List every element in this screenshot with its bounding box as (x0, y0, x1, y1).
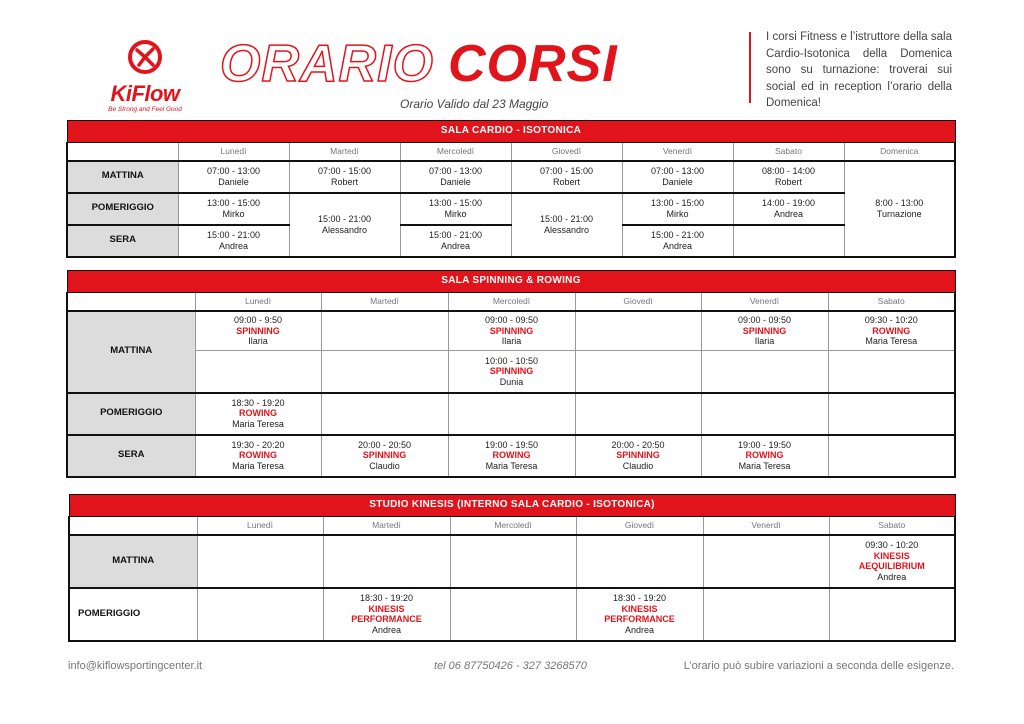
cell-instructor: Daniele (218, 176, 249, 187)
cell-time: 07:00 - 13:00 (428, 166, 483, 176)
schedule-cell (448, 435, 575, 477)
cell-instructor: Maria Teresa (865, 336, 918, 346)
kinesis-schedule-table (68, 494, 956, 642)
cell-time: 20:00 - 20:50 (611, 439, 665, 450)
schedule-cell-empty (197, 588, 323, 641)
cell-time: 15:00 - 21:00 (428, 230, 483, 240)
day-header: Mercoledì (400, 143, 511, 161)
schedule-cell-empty (703, 535, 829, 588)
cell-course: ROWING (239, 450, 277, 461)
schedule-cell (511, 193, 622, 257)
corner-cell (67, 143, 178, 161)
cell-course: KINESIS (873, 550, 910, 561)
schedule-cell-empty (321, 311, 448, 351)
day-header: Venerdì (622, 143, 733, 161)
cell-time: 19:00 - 19:50 (484, 439, 539, 450)
cell-time: 13:00 - 15:00 (650, 198, 705, 208)
cell-instructor: Ilaria (754, 336, 775, 346)
cell-instructor: Andrea (877, 571, 907, 582)
cell-instructor: Andrea (773, 208, 804, 219)
page-title (220, 35, 618, 93)
day-header: Martedì (321, 293, 448, 311)
cell-time: 07:00 - 15:00 (317, 166, 372, 176)
day-header: Venerdì (703, 517, 829, 535)
cell-course: AEQUILIBRIUM (858, 561, 925, 571)
cell-time: 08:00 - 14:00 (761, 166, 816, 176)
cardio-title: SALA CARDIO - ISOTONICA (67, 121, 955, 143)
cell-course: ROWING (492, 450, 531, 461)
day-header: Mercoledì (448, 293, 575, 311)
schedule-cell-empty (576, 535, 703, 588)
cell-course: SPINNING (362, 450, 407, 461)
day-header: Lunedì (195, 293, 321, 311)
cell-course: KINESIS (368, 603, 405, 614)
schedule-cell-empty (448, 393, 575, 435)
cell-time: 09:00 - 9:50 (233, 315, 283, 325)
cell-time: 18:30 - 19:20 (612, 593, 667, 603)
day-header: Domenica (844, 143, 955, 161)
schedule-cell (195, 435, 321, 477)
schedule-cell (622, 225, 733, 257)
cell-course: SPINNING (489, 366, 534, 376)
corner-cell (67, 293, 195, 311)
schedule-cell (195, 311, 321, 351)
schedule-cell (844, 161, 955, 257)
schedule-cell (178, 161, 289, 193)
slot-label: MATTINA (67, 311, 195, 393)
schedule-cell (289, 161, 400, 193)
cell-course: PERFORMANCE (351, 614, 422, 624)
cell-instructor: Daniele (662, 176, 693, 187)
cell-time: 14:00 - 19:00 (761, 198, 816, 208)
kiflow-logo-icon (128, 40, 162, 74)
schedule-cell-empty (323, 535, 450, 588)
cell-instructor: Andrea (440, 240, 471, 251)
cell-course: SPINNING (489, 325, 534, 336)
cell-instructor: Claudio (622, 460, 654, 471)
cell-course: SPINNING (616, 450, 660, 461)
day-header: Martedì (289, 143, 400, 161)
cell-course: ROWING (872, 325, 911, 336)
cell-time: 18:30 - 19:20 (359, 593, 414, 603)
schedule-cell (400, 225, 511, 257)
schedule-cell-empty (828, 351, 955, 393)
slot-label: SERA (67, 435, 195, 477)
schedule-cell (575, 435, 701, 477)
cell-course: SPINNING (742, 325, 787, 336)
cell-instructor: Alessandro (321, 224, 368, 235)
schedule-cell-empty (195, 351, 321, 393)
cell-course: KINESIS (621, 603, 658, 614)
cell-time: 09:00 - 09:50 (737, 315, 792, 325)
slot-label: MATTINA (69, 535, 197, 588)
cell-instructor: Robert (330, 176, 358, 187)
kinesis-title: STUDIO KINESIS (INTERNO SALA CARDIO - ISOTONICA) (69, 495, 955, 517)
schedule-cell (289, 193, 400, 257)
schedule-cell-empty (450, 535, 576, 588)
cell-instructor: Andrea (218, 240, 249, 251)
cell-course: ROWING (745, 450, 784, 461)
cell-time: 8:00 - 13:00 (875, 198, 924, 208)
cell-time: 07:00 - 13:00 (206, 166, 261, 176)
cell-instructor: Maria Teresa (232, 418, 284, 429)
schedule-cell (178, 225, 289, 257)
schedule-cell (576, 588, 703, 641)
cell-time: 15:00 - 21:00 (206, 230, 261, 240)
schedule-cell-empty (829, 588, 955, 641)
day-header: Sabato (829, 517, 955, 535)
page-title-solid: CORSI (448, 35, 618, 93)
day-header: Mercoledì (450, 517, 576, 535)
schedule-cell-empty (733, 225, 844, 257)
cell-instructor: Andrea (624, 624, 655, 635)
day-header: Giovedì (575, 293, 701, 311)
schedule-cell (448, 311, 575, 351)
cell-instructor: Claudio (369, 460, 400, 471)
schedule-cell (178, 193, 289, 225)
cell-instructor: Daniele (440, 176, 471, 187)
cell-instructor: Mirko (666, 208, 689, 219)
cell-time: 13:00 - 15:00 (428, 198, 483, 208)
cell-time: 19:30 - 20:20 (231, 439, 285, 450)
brand-logo (95, 40, 195, 116)
schedule-cell (400, 161, 511, 193)
cell-instructor: Robert (774, 176, 802, 187)
cell-instructor: Maria Teresa (485, 460, 538, 471)
schedule-cell-empty (703, 588, 829, 641)
schedule-cell-empty (575, 311, 701, 351)
schedule-cell (828, 311, 955, 351)
slot-label: MATTINA (67, 161, 178, 193)
cell-instructor: Maria Teresa (738, 460, 791, 471)
schedule-cell (622, 161, 733, 193)
cell-course: ROWING (239, 408, 277, 419)
cell-time: 15:00 - 21:00 (539, 214, 594, 224)
schedule-cell (733, 193, 844, 225)
schedule-cell-empty (701, 351, 828, 393)
validity-text: Orario Valido dal 23 Maggio (400, 97, 549, 111)
cell-time: 15:00 - 21:00 (317, 214, 372, 224)
schedule-cell (400, 193, 511, 225)
spinning-title: SALA SPINNING & ROWING (67, 271, 955, 293)
schedule-cell-empty (701, 393, 828, 435)
brand-name: KiFlow (110, 81, 180, 106)
schedule-cell (511, 161, 622, 193)
day-header: Giovedì (576, 517, 703, 535)
day-header: Martedì (323, 517, 450, 535)
day-header: Giovedì (511, 143, 622, 161)
cell-time: 15:00 - 21:00 (650, 230, 705, 240)
cell-instructor: Ilaria (248, 336, 268, 346)
spinning-schedule-table (66, 270, 956, 478)
cell-instructor: Andrea (371, 624, 402, 635)
schedule-cell-empty (828, 435, 955, 477)
slot-label: POMERIGGIO (69, 588, 197, 641)
cell-time: 10:00 - 10:50 (484, 355, 539, 366)
schedule-cell (622, 193, 733, 225)
schedule-cell (195, 393, 321, 435)
footer-disclaimer: L’orario può subire variazioni a seconda delle esigenze. (683, 660, 954, 672)
cell-time: 09:30 - 10:20 (864, 315, 918, 325)
schedule-cell-empty (575, 351, 701, 393)
schedule-cell (448, 351, 575, 393)
sunday-note: I corsi Fitness e l’istruttore della sala Cardio-Isotonica della Domenica sono su turnazione: troverai sui social ed in reception l’orario della Domenica! (766, 31, 952, 109)
schedule-cell (701, 435, 828, 477)
schedule-cell (701, 311, 828, 351)
cell-instructor: Robert (552, 176, 580, 187)
schedule-cell-empty (321, 393, 448, 435)
schedule-cell-empty (321, 351, 448, 393)
cell-instructor: Turnazione (876, 208, 922, 219)
page-title-outline: ORARIO (220, 35, 434, 93)
day-header: Lunedì (178, 143, 289, 161)
cell-time: 07:00 - 13:00 (650, 166, 705, 176)
cell-instructor: Dunia (499, 376, 524, 387)
day-header: Lunedì (197, 517, 323, 535)
cell-course: SPINNING (236, 325, 280, 336)
day-header: Sabato (733, 143, 844, 161)
cell-time: 13:00 - 15:00 (206, 198, 261, 208)
footer-email[interactable]: info@kiflowsportingcenter.it (68, 660, 203, 672)
cell-instructor: Ilaria (501, 336, 522, 346)
cell-time: 19:00 - 19:50 (737, 439, 792, 450)
corner-cell (69, 517, 197, 535)
cell-course: PERFORMANCE (604, 614, 675, 624)
schedule-cell (321, 435, 448, 477)
slot-label: POMERIGGIO (67, 193, 178, 225)
schedule-cell-empty (575, 393, 701, 435)
slot-label: SERA (67, 225, 178, 257)
cardio-schedule-table (66, 120, 956, 258)
day-header: Sabato (828, 293, 955, 311)
cell-time: 09:30 - 10:20 (865, 540, 919, 550)
cell-instructor: Andrea (662, 240, 693, 251)
schedule-cell (733, 161, 844, 193)
schedule-cell-empty (828, 393, 955, 435)
cell-time: 09:00 - 09:50 (484, 315, 539, 325)
schedule-cell-empty (450, 588, 576, 641)
day-header: Venerdì (701, 293, 828, 311)
cell-time: 07:00 - 15:00 (539, 166, 594, 176)
cell-time: 20:00 - 20:50 (357, 439, 412, 450)
schedule-cell (829, 535, 955, 588)
cell-instructor: Mirko (222, 208, 245, 219)
schedule-cell (323, 588, 450, 641)
slot-label: POMERIGGIO (67, 393, 195, 435)
note-divider (749, 32, 751, 103)
cell-instructor: Mirko (444, 208, 467, 219)
footer-phone: tel 06 87750426 - 327 3268570 (434, 660, 587, 672)
cell-instructor: Maria Teresa (232, 460, 284, 471)
brand-tagline: Be Strong and Feel Good (108, 106, 182, 113)
cell-instructor: Alessandro (543, 224, 590, 235)
schedule-cell-empty (197, 535, 323, 588)
cell-time: 18:30 - 19:20 (231, 397, 285, 408)
